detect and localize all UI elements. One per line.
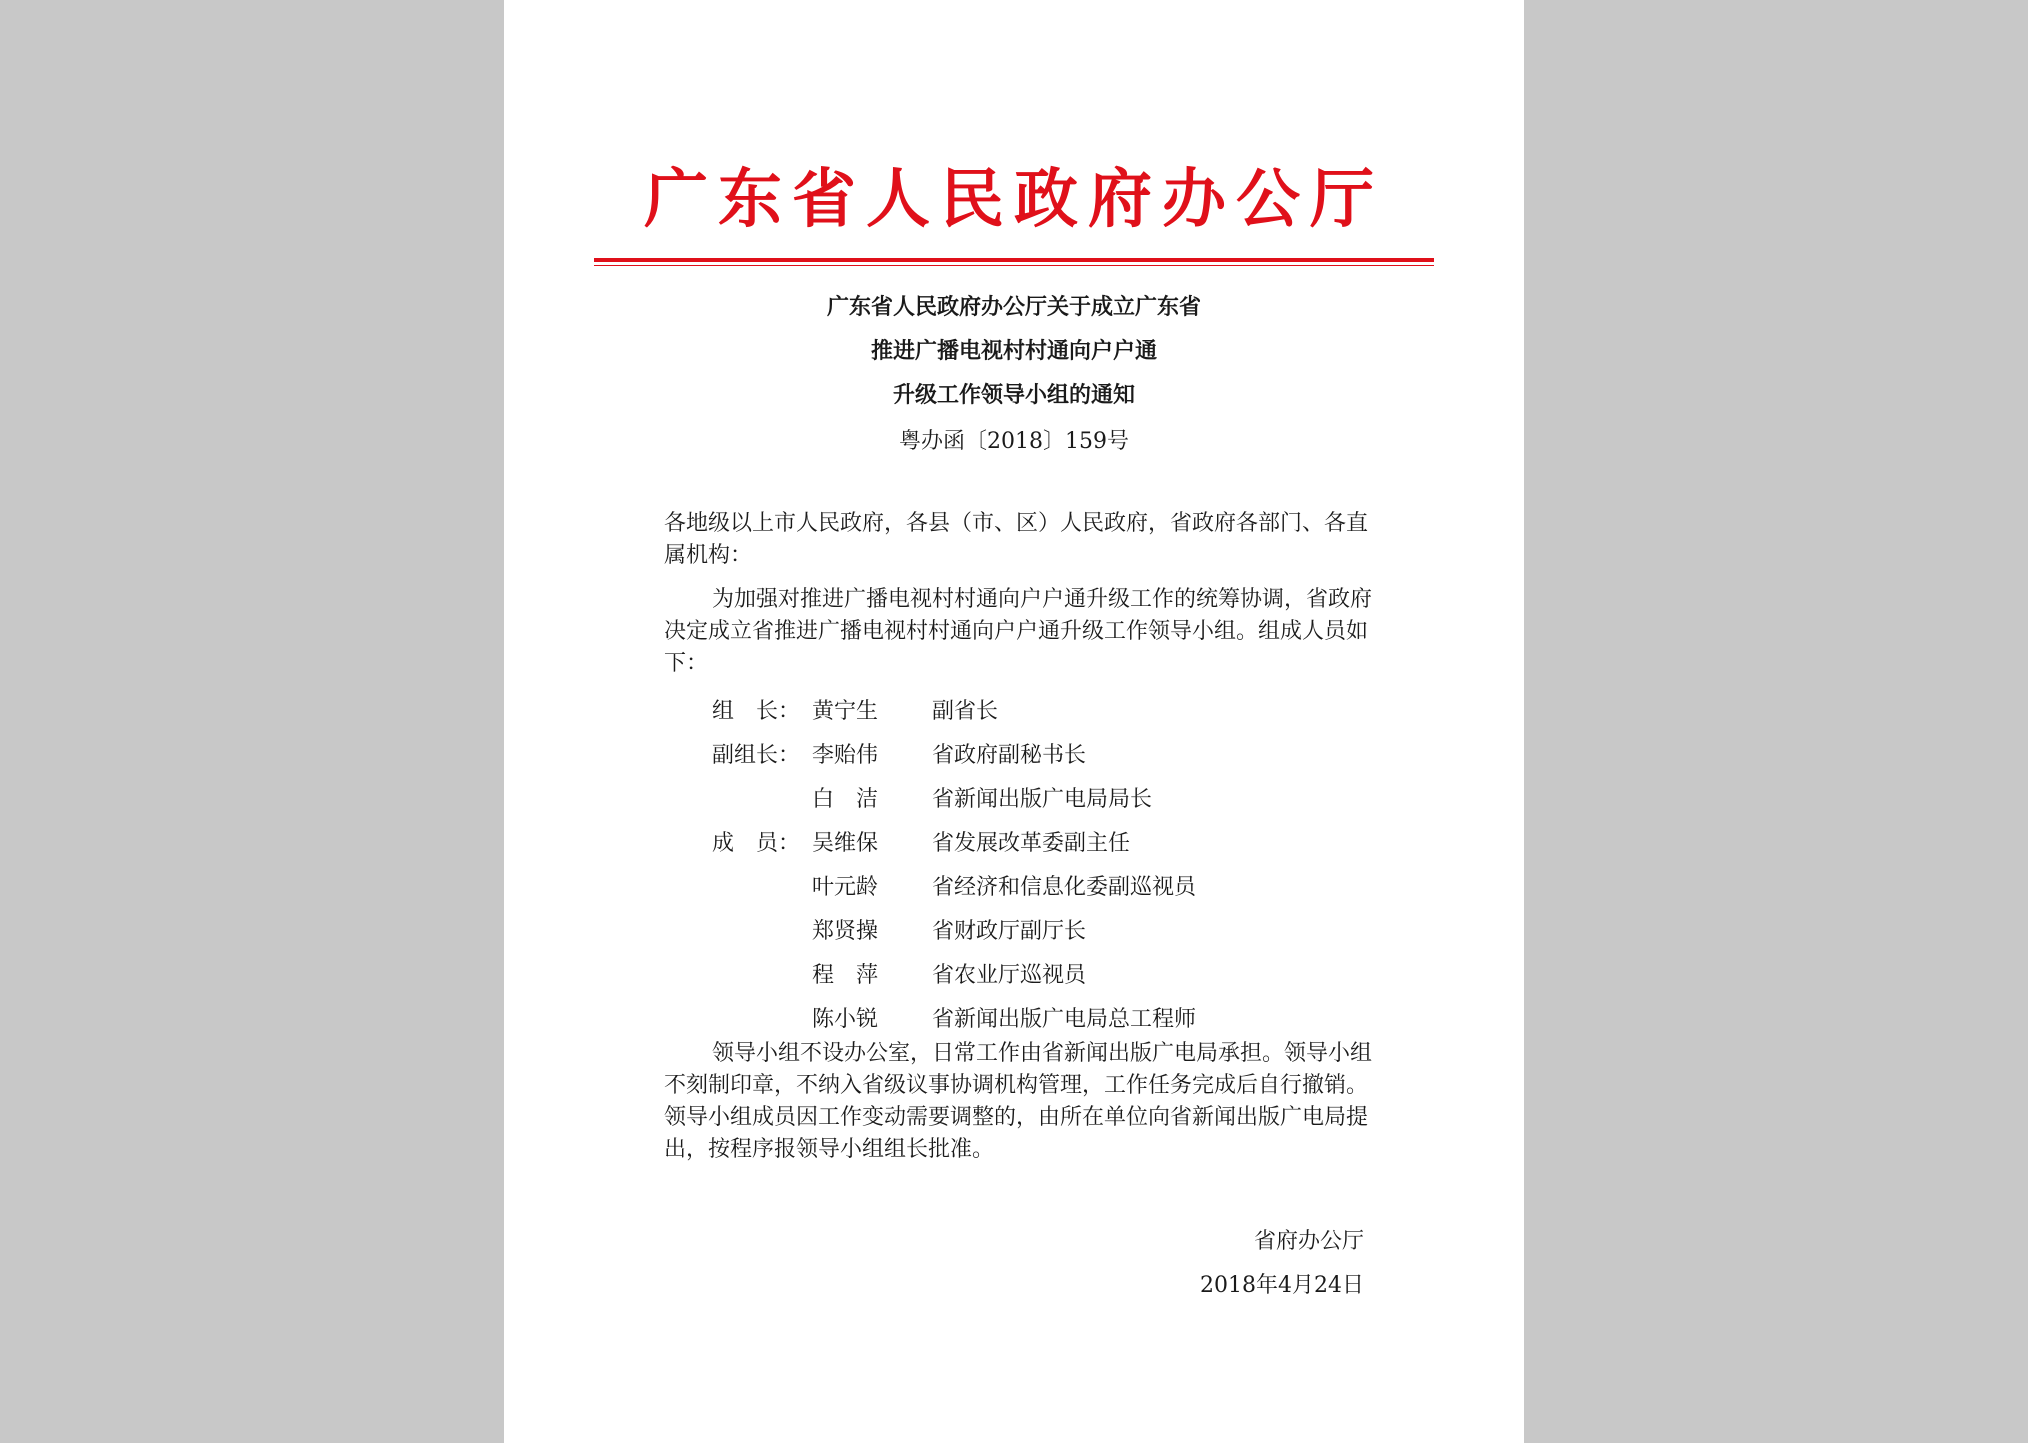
document-title	[504, 286, 1524, 418]
signature-date: 2018年4月24日	[1200, 1273, 1364, 1298]
member-row	[712, 778, 1384, 822]
member-row	[712, 822, 1384, 866]
member-row	[712, 734, 1384, 778]
title-line-3: 升级工作领导小组的通知	[892, 383, 1135, 408]
member-name: 吴维保	[812, 831, 879, 856]
member-title: 省新闻出版广电局总工程师	[932, 1007, 1197, 1032]
member-row	[712, 998, 1384, 1042]
issuing-org-header: 广东省人民政府办公厅	[644, 163, 1384, 237]
signature-org: 省府办公厅	[1253, 1229, 1364, 1254]
member-name: 叶元龄	[812, 875, 879, 900]
member-title: 省经济和信息化委副巡视员	[932, 875, 1197, 900]
member-row	[712, 910, 1384, 954]
member-list	[712, 690, 1384, 1042]
member-title: 省财政厅副厅长	[932, 919, 1087, 944]
member-role: 成 员：	[712, 831, 801, 856]
body-paragraph-2: 领导小组不设办公室，日常工作由省新闻出版广电局承担。领导小组不刻制印章，不纳入省级议事协调机构管理，工作任务完成后自行撤销。领导小组成员因工作变动需要调整的，由所在单位向省新闻出版广电局提出，按程序报领导小组组长批准。	[664, 1041, 1373, 1162]
member-title: 副省长	[932, 699, 999, 724]
member-name: 陈小锐	[812, 1007, 879, 1032]
member-title: 省政府副秘书长	[932, 743, 1087, 768]
member-row	[712, 690, 1384, 734]
member-name: 郑贤操	[812, 919, 879, 944]
member-row	[712, 954, 1384, 998]
member-title: 省农业厅巡视员	[932, 963, 1087, 988]
member-role: 副组长：	[712, 743, 801, 768]
body-paragraph-1: 为加强对推进广播电视村村通向户户通升级工作的统筹协调，省政府决定成立省推进广播电视村村通向户户通升级工作领导小组。组成人员如下：	[664, 587, 1373, 676]
member-role: 组 长：	[712, 699, 801, 724]
member-name: 白 洁	[812, 787, 879, 812]
document-number: 粤办函〔2018〕159号	[899, 429, 1129, 454]
member-name: 李贻伟	[812, 743, 879, 768]
member-name: 黄宁生	[812, 699, 879, 724]
title-line-1: 广东省人民政府办公厅关于成立广东省	[826, 295, 1201, 320]
member-row	[712, 866, 1384, 910]
member-title: 省新闻出版广电局局长	[932, 787, 1153, 812]
document-page	[504, 0, 1524, 1443]
member-title: 省发展改革委副主任	[932, 831, 1131, 856]
signature-block	[1200, 1220, 1364, 1308]
addressee: 各地级以上市人民政府，各县（市、区）人民政府，省政府各部门、各直属机构：	[664, 511, 1369, 568]
red-separator-line	[594, 258, 1434, 262]
title-line-2: 推进广播电视村村通向户户通	[870, 339, 1157, 364]
member-name: 程 萍	[812, 963, 879, 988]
red-separator-line-thin	[594, 265, 1434, 266]
